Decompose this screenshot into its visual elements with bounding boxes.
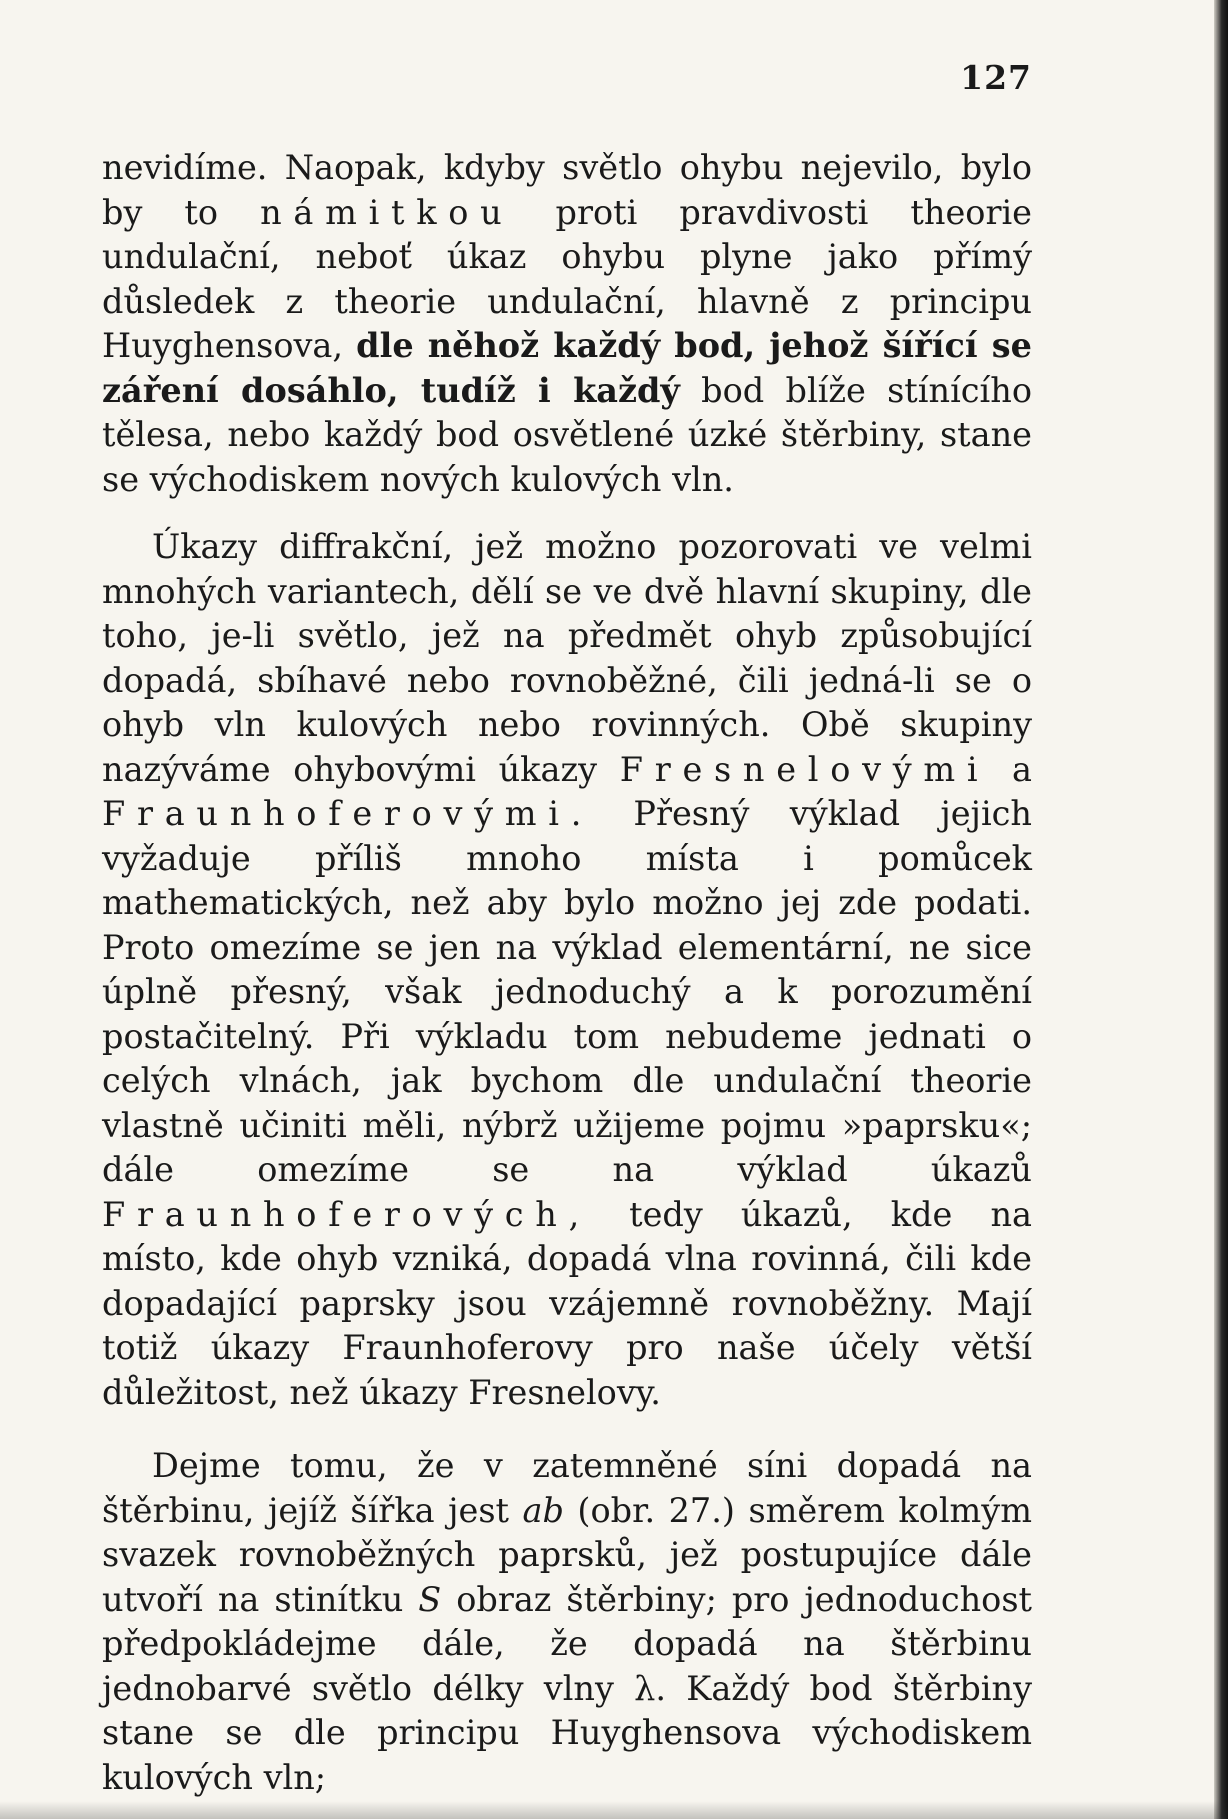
text-run: proti pravdivosti theorie undulační, neboť úkaz ohybu plyne jako přímý důsledek z theorie undulační, hlavně z principu Huyghensova,	[102, 192, 1032, 365]
paragraph-3	[102, 1444, 1032, 1800]
text-run: a	[989, 749, 1032, 789]
spaced-emphasis: námitkou	[260, 192, 514, 232]
text-run: obraz štěrbiny; pro jednoduchost předpokládejme dále, že dopadá na štěrbinu jednobarvé světlo délky vlny	[102, 1579, 1032, 1708]
spaced-emphasis: Fresnelovými	[619, 749, 990, 789]
text-run: nevidíme. Naopak, kdyby světlo ohybu nejevilo, bylo by to	[102, 148, 1032, 232]
spaced-emphasis: Fraunhoferovými.	[102, 794, 594, 833]
text-run: Úkazy diffrakční, jež možno pozorovati ve velmi mnohých variantech, dělí se ve dvě hlavní skupiny, dle toho, je-li světlo, jež na předmět ohyb způsobující dopadá, sbíhavé nebo rovnoběžné, čili jedná-li se o ohyb vln kulových nebo rovinných. Obě skupiny nazýváme ohybovými úkazy	[102, 527, 1032, 789]
page-number: 127	[960, 58, 1032, 97]
body-text	[102, 146, 1032, 1800]
bold-passage: dle něhož každý bod, jehož šířící se záření dosáhlo, tudíž i každý	[102, 326, 1032, 410]
italic-symbol: ab	[522, 1490, 564, 1530]
text-run: (obr. 27.) směrem kolmým svazek rovnoběžných paprsků, jež postupujíce dále utvoří na stinítku	[102, 1490, 1032, 1619]
text-run: tedy úkazů, kde na místo, kde ohyb vzniká, dopadá vlna rovinná, čili kde dopadající paprsky jsou vzájemně rovnoběžny. Mají totiž úkazy Fraunhoferovy pro naše účely větší důležitost, než úkazy Fresnelovy.	[102, 1194, 1032, 1412]
text-run: . Každý bod štěrbiny stane se dle principu Huyghensova východiskem kulových vln;	[102, 1668, 1032, 1797]
paragraph-2	[102, 525, 1032, 1415]
paragraph-1	[102, 146, 1032, 502]
scan-edge-shadow	[1214, 0, 1228, 1819]
text-run: Přesný výklad jejich vyžaduje příliš mnoho místa i pomůcek mathematických, než aby bylo možno jej zde podati. Proto omezíme se jen na výklad elementární, ne sice úplně přesný, však jednoduchý a k porozumění postačitelný. Při výkladu tom nebudeme jednati o celých vlnách, jak bychom dle undulační theorie vlastně učiniti měli, nýbrž užijeme pojmu »paprsku«; dále omezíme se na výklad úkazů	[102, 794, 1032, 1189]
text-run: bod blíže stínícího tělesa, nebo každý bod osvětlené úzké štěrbiny, stane se východiskem nových kulových vln.	[102, 370, 1032, 499]
spaced-emphasis: Fraunhoferových,	[102, 1194, 591, 1234]
italic-symbol: S	[418, 1579, 442, 1619]
scan-bottom-shadow	[0, 1801, 1228, 1819]
lambda-symbol: λ	[634, 1668, 656, 1708]
text-run: Dejme tomu, že v zatemněné síni dopadá na štěrbinu, jejíž šířka jest	[102, 1446, 1032, 1530]
